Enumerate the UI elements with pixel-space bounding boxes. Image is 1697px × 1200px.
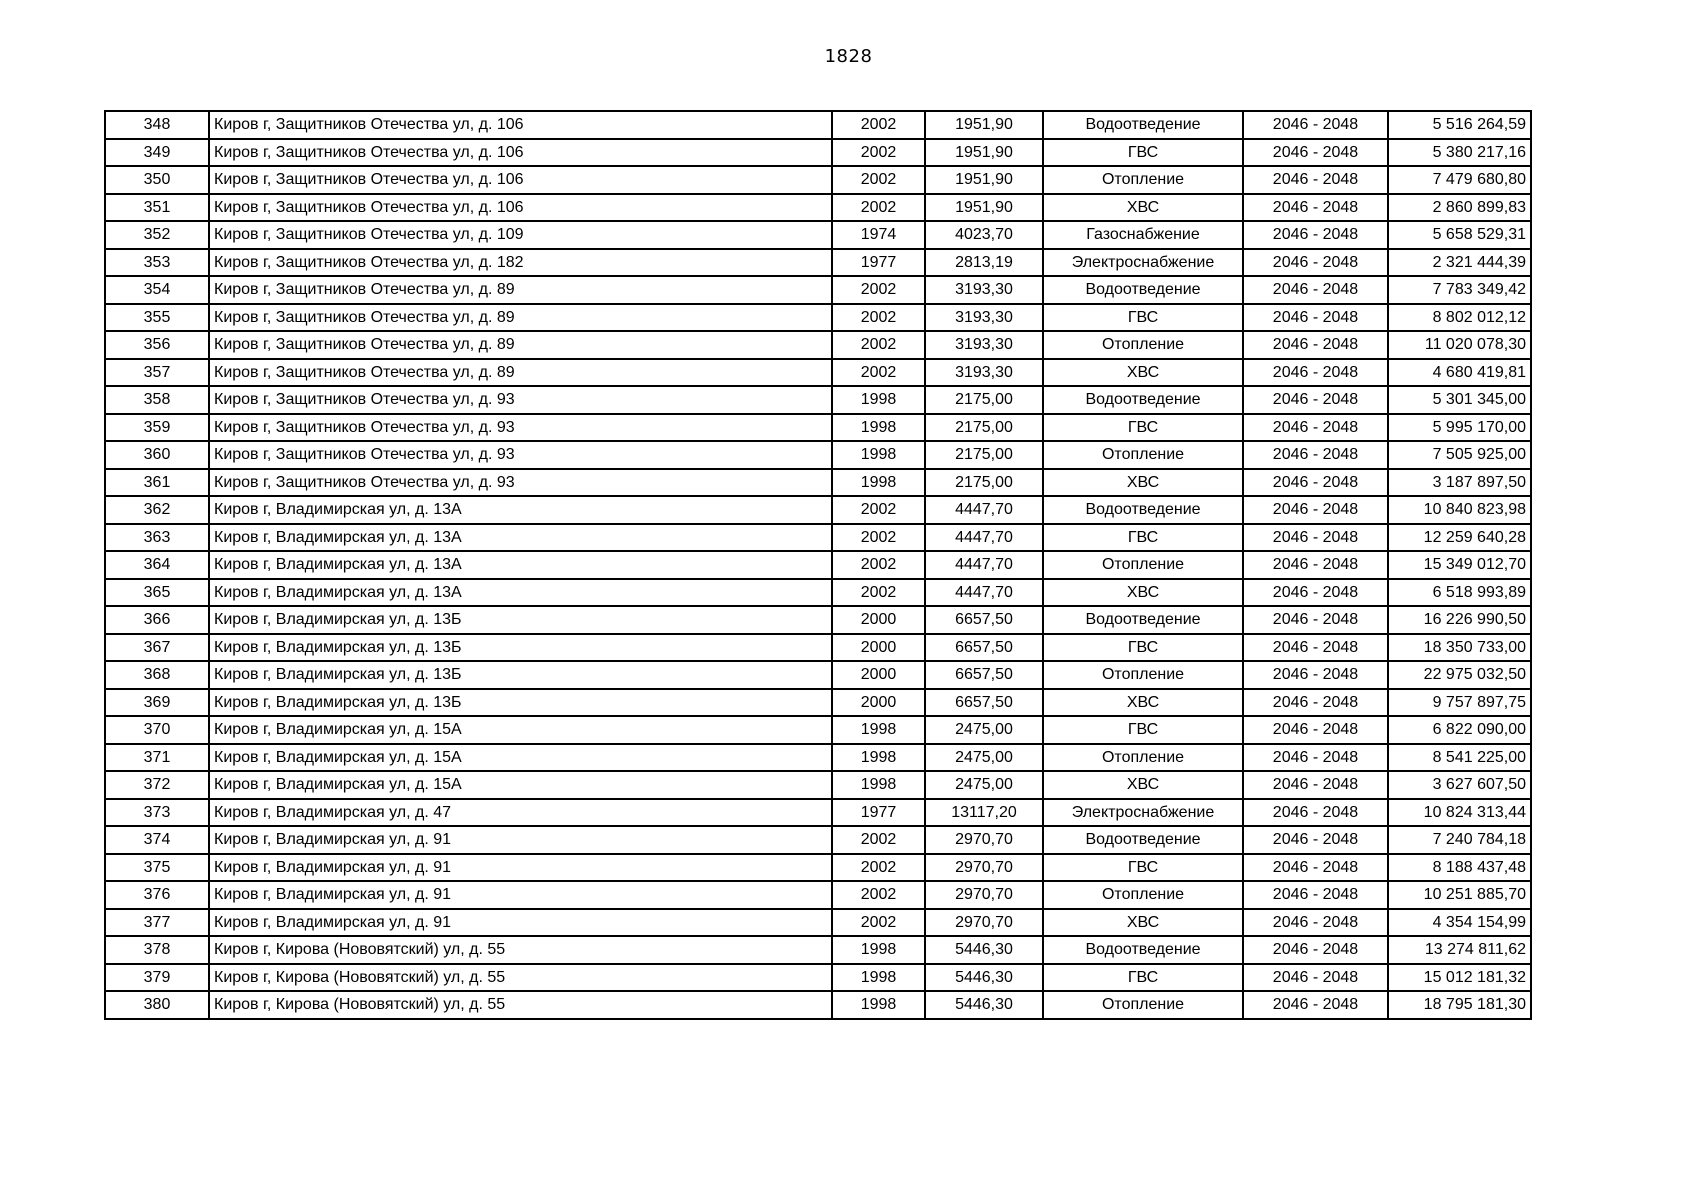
build-year-cell: 2002 [832, 276, 925, 304]
address-cell: Киров г, Защитников Отечества ул, д. 93 [209, 469, 832, 497]
address-cell: Киров г, Владимирская ул, д. 91 [209, 909, 832, 937]
address-cell: Киров г, Владимирская ул, д. 91 [209, 826, 832, 854]
row-number-cell: 355 [105, 304, 209, 332]
row-number-cell: 350 [105, 166, 209, 194]
cost-cell: 4 680 419,81 [1388, 359, 1531, 387]
period-cell: 2046 - 2048 [1243, 524, 1388, 552]
build-year-cell: 1998 [832, 469, 925, 497]
period-cell: 2046 - 2048 [1243, 469, 1388, 497]
build-year-cell: 2002 [832, 496, 925, 524]
area-cell: 4447,70 [925, 524, 1043, 552]
cost-cell: 8 802 012,12 [1388, 304, 1531, 332]
period-cell: 2046 - 2048 [1243, 909, 1388, 937]
cost-cell: 2 860 899,83 [1388, 194, 1531, 222]
cost-cell: 18 795 181,30 [1388, 991, 1531, 1019]
cost-cell: 12 259 640,28 [1388, 524, 1531, 552]
row-number-cell: 375 [105, 854, 209, 882]
build-year-cell: 1998 [832, 414, 925, 442]
row-number-cell: 379 [105, 964, 209, 992]
period-cell: 2046 - 2048 [1243, 716, 1388, 744]
row-number-cell: 378 [105, 936, 209, 964]
cost-cell: 7 505 925,00 [1388, 441, 1531, 469]
table-row [105, 716, 1531, 744]
period-cell: 2046 - 2048 [1243, 331, 1388, 359]
address-cell: Киров г, Защитников Отечества ул, д. 89 [209, 359, 832, 387]
cost-cell: 10 251 885,70 [1388, 881, 1531, 909]
service-type-cell: ГВС [1043, 414, 1243, 442]
address-cell: Киров г, Защитников Отечества ул, д. 106 [209, 139, 832, 167]
period-cell: 2046 - 2048 [1243, 496, 1388, 524]
area-cell: 2970,70 [925, 909, 1043, 937]
row-number-cell: 367 [105, 634, 209, 662]
cost-cell: 7 479 680,80 [1388, 166, 1531, 194]
area-cell: 4447,70 [925, 551, 1043, 579]
row-number-cell: 369 [105, 689, 209, 717]
build-year-cell: 1977 [832, 249, 925, 277]
build-year-cell: 2002 [832, 826, 925, 854]
build-year-cell: 1998 [832, 386, 925, 414]
cost-cell: 4 354 154,99 [1388, 909, 1531, 937]
address-cell: Киров г, Владимирская ул, д. 13А [209, 496, 832, 524]
service-type-cell: Отопление [1043, 166, 1243, 194]
address-cell: Киров г, Владимирская ул, д. 13А [209, 551, 832, 579]
row-number-cell: 372 [105, 771, 209, 799]
table-row [105, 194, 1531, 222]
service-type-cell: ХВС [1043, 579, 1243, 607]
period-cell: 2046 - 2048 [1243, 414, 1388, 442]
table-row [105, 744, 1531, 772]
service-type-cell: Отопление [1043, 551, 1243, 579]
area-cell: 2175,00 [925, 441, 1043, 469]
address-cell: Киров г, Защитников Отечества ул, д. 93 [209, 441, 832, 469]
cost-cell: 5 658 529,31 [1388, 221, 1531, 249]
address-cell: Киров г, Владимирская ул, д. 13Б [209, 606, 832, 634]
row-number-cell: 370 [105, 716, 209, 744]
area-cell: 13117,20 [925, 799, 1043, 827]
build-year-cell: 1974 [832, 221, 925, 249]
area-cell: 4447,70 [925, 579, 1043, 607]
address-cell: Киров г, Владимирская ул, д. 13А [209, 579, 832, 607]
period-cell: 2046 - 2048 [1243, 276, 1388, 304]
cost-cell: 8 188 437,48 [1388, 854, 1531, 882]
period-cell: 2046 - 2048 [1243, 111, 1388, 139]
build-year-cell: 2002 [832, 304, 925, 332]
table-row [105, 909, 1531, 937]
build-year-cell: 1998 [832, 716, 925, 744]
table-row [105, 634, 1531, 662]
address-cell: Киров г, Защитников Отечества ул, д. 106 [209, 166, 832, 194]
area-cell: 1951,90 [925, 194, 1043, 222]
period-cell: 2046 - 2048 [1243, 771, 1388, 799]
table-row [105, 551, 1531, 579]
row-number-cell: 363 [105, 524, 209, 552]
address-cell: Киров г, Защитников Отечества ул, д. 93 [209, 386, 832, 414]
service-type-cell: Отопление [1043, 661, 1243, 689]
build-year-cell: 1977 [832, 799, 925, 827]
page-number: 1828 [824, 46, 873, 67]
build-year-cell: 1998 [832, 771, 925, 799]
cost-cell: 16 226 990,50 [1388, 606, 1531, 634]
address-cell: Киров г, Защитников Отечества ул, д. 89 [209, 276, 832, 304]
table-row [105, 386, 1531, 414]
period-cell: 2046 - 2048 [1243, 441, 1388, 469]
build-year-cell: 1998 [832, 441, 925, 469]
area-cell: 6657,50 [925, 661, 1043, 689]
area-cell: 6657,50 [925, 689, 1043, 717]
cost-cell: 6 518 993,89 [1388, 579, 1531, 607]
period-cell: 2046 - 2048 [1243, 689, 1388, 717]
area-cell: 2175,00 [925, 469, 1043, 497]
address-cell: Киров г, Защитников Отечества ул, д. 106 [209, 194, 832, 222]
service-type-cell: Отопление [1043, 441, 1243, 469]
table-row [105, 771, 1531, 799]
build-year-cell: 2000 [832, 689, 925, 717]
row-number-cell: 364 [105, 551, 209, 579]
address-cell: Киров г, Кирова (Нововятский) ул, д. 55 [209, 991, 832, 1019]
build-year-cell: 1998 [832, 964, 925, 992]
address-cell: Киров г, Кирова (Нововятский) ул, д. 55 [209, 936, 832, 964]
row-number-cell: 365 [105, 579, 209, 607]
period-cell: 2046 - 2048 [1243, 551, 1388, 579]
row-number-cell: 348 [105, 111, 209, 139]
address-cell: Киров г, Владимирская ул, д. 15А [209, 744, 832, 772]
build-year-cell: 2002 [832, 854, 925, 882]
cost-cell: 5 516 264,59 [1388, 111, 1531, 139]
address-cell: Киров г, Защитников Отечества ул, д. 182 [209, 249, 832, 277]
service-type-cell: ГВС [1043, 139, 1243, 167]
area-cell: 2970,70 [925, 826, 1043, 854]
address-cell: Киров г, Владимирская ул, д. 15А [209, 716, 832, 744]
service-type-cell: ГВС [1043, 304, 1243, 332]
table-row [105, 249, 1531, 277]
table-row [105, 936, 1531, 964]
row-number-cell: 362 [105, 496, 209, 524]
period-cell: 2046 - 2048 [1243, 139, 1388, 167]
period-cell: 2046 - 2048 [1243, 936, 1388, 964]
row-number-cell: 360 [105, 441, 209, 469]
build-year-cell: 2002 [832, 524, 925, 552]
area-cell: 3193,30 [925, 331, 1043, 359]
table-row [105, 331, 1531, 359]
area-cell: 1951,90 [925, 166, 1043, 194]
cost-cell: 8 541 225,00 [1388, 744, 1531, 772]
build-year-cell: 2000 [832, 634, 925, 662]
cost-cell: 3 627 607,50 [1388, 771, 1531, 799]
area-cell: 5446,30 [925, 936, 1043, 964]
row-number-cell: 366 [105, 606, 209, 634]
cost-cell: 6 822 090,00 [1388, 716, 1531, 744]
table-row [105, 111, 1531, 139]
cost-cell: 3 187 897,50 [1388, 469, 1531, 497]
table-row [105, 414, 1531, 442]
row-number-cell: 376 [105, 881, 209, 909]
area-cell: 2175,00 [925, 414, 1043, 442]
address-cell: Киров г, Владимирская ул, д. 47 [209, 799, 832, 827]
service-type-cell: Водоотведение [1043, 111, 1243, 139]
table-row [105, 881, 1531, 909]
row-number-cell: 361 [105, 469, 209, 497]
period-cell: 2046 - 2048 [1243, 881, 1388, 909]
table-row [105, 139, 1531, 167]
cost-cell: 5 995 170,00 [1388, 414, 1531, 442]
service-type-cell: ХВС [1043, 359, 1243, 387]
service-type-cell: Газоснабжение [1043, 221, 1243, 249]
service-type-cell: Отопление [1043, 331, 1243, 359]
row-number-cell: 374 [105, 826, 209, 854]
row-number-cell: 359 [105, 414, 209, 442]
period-cell: 2046 - 2048 [1243, 386, 1388, 414]
table-row [105, 606, 1531, 634]
area-cell: 2970,70 [925, 854, 1043, 882]
area-cell: 6657,50 [925, 634, 1043, 662]
build-year-cell: 1998 [832, 744, 925, 772]
build-year-cell: 2002 [832, 194, 925, 222]
build-year-cell: 1998 [832, 991, 925, 1019]
address-cell: Киров г, Владимирская ул, д. 91 [209, 854, 832, 882]
address-cell: Киров г, Владимирская ул, д. 91 [209, 881, 832, 909]
period-cell: 2046 - 2048 [1243, 661, 1388, 689]
row-number-cell: 358 [105, 386, 209, 414]
address-cell: Киров г, Защитников Отечества ул, д. 89 [209, 304, 832, 332]
address-cell: Киров г, Защитников Отечества ул, д. 109 [209, 221, 832, 249]
period-cell: 2046 - 2048 [1243, 991, 1388, 1019]
table-row [105, 221, 1531, 249]
table-row [105, 964, 1531, 992]
row-number-cell: 356 [105, 331, 209, 359]
build-year-cell: 2002 [832, 139, 925, 167]
table-row [105, 359, 1531, 387]
area-cell: 4447,70 [925, 496, 1043, 524]
cost-cell: 10 840 823,98 [1388, 496, 1531, 524]
table-row [105, 441, 1531, 469]
service-type-cell: Водоотведение [1043, 386, 1243, 414]
address-cell: Киров г, Кирова (Нововятский) ул, д. 55 [209, 964, 832, 992]
cost-cell: 15 349 012,70 [1388, 551, 1531, 579]
table-row [105, 276, 1531, 304]
build-year-cell: 2002 [832, 551, 925, 579]
area-cell: 2175,00 [925, 386, 1043, 414]
row-number-cell: 371 [105, 744, 209, 772]
service-type-cell: ГВС [1043, 964, 1243, 992]
period-cell: 2046 - 2048 [1243, 826, 1388, 854]
service-type-cell: ХВС [1043, 469, 1243, 497]
address-cell: Киров г, Владимирская ул, д. 15А [209, 771, 832, 799]
area-cell: 4023,70 [925, 221, 1043, 249]
table-row [105, 524, 1531, 552]
table-row [105, 661, 1531, 689]
registry-table-body [105, 111, 1531, 1019]
cost-cell: 10 824 313,44 [1388, 799, 1531, 827]
table-row [105, 304, 1531, 332]
service-type-cell: Электроснабжение [1043, 799, 1243, 827]
area-cell: 3193,30 [925, 304, 1043, 332]
period-cell: 2046 - 2048 [1243, 964, 1388, 992]
table-row [105, 689, 1531, 717]
service-type-cell: ГВС [1043, 634, 1243, 662]
cost-cell: 11 020 078,30 [1388, 331, 1531, 359]
service-type-cell: Электроснабжение [1043, 249, 1243, 277]
build-year-cell: 2002 [832, 579, 925, 607]
build-year-cell: 1998 [832, 936, 925, 964]
period-cell: 2046 - 2048 [1243, 194, 1388, 222]
row-number-cell: 349 [105, 139, 209, 167]
service-type-cell: Водоотведение [1043, 826, 1243, 854]
table-row [105, 166, 1531, 194]
area-cell: 2475,00 [925, 771, 1043, 799]
row-number-cell: 377 [105, 909, 209, 937]
service-type-cell: ГВС [1043, 524, 1243, 552]
table-row [105, 991, 1531, 1019]
service-type-cell: ГВС [1043, 854, 1243, 882]
cost-cell: 13 274 811,62 [1388, 936, 1531, 964]
area-cell: 2475,00 [925, 744, 1043, 772]
service-type-cell: Водоотведение [1043, 496, 1243, 524]
area-cell: 1951,90 [925, 139, 1043, 167]
service-type-cell: Водоотведение [1043, 936, 1243, 964]
service-type-cell: ХВС [1043, 689, 1243, 717]
service-type-cell: Водоотведение [1043, 276, 1243, 304]
registry-table [104, 110, 1532, 1020]
period-cell: 2046 - 2048 [1243, 166, 1388, 194]
cost-cell: 15 012 181,32 [1388, 964, 1531, 992]
table-row [105, 826, 1531, 854]
cost-cell: 18 350 733,00 [1388, 634, 1531, 662]
row-number-cell: 351 [105, 194, 209, 222]
build-year-cell: 2000 [832, 606, 925, 634]
row-number-cell: 353 [105, 249, 209, 277]
address-cell: Киров г, Защитников Отечества ул, д. 93 [209, 414, 832, 442]
address-cell: Киров г, Владимирская ул, д. 13А [209, 524, 832, 552]
table-row [105, 496, 1531, 524]
service-type-cell: ХВС [1043, 771, 1243, 799]
table-row [105, 799, 1531, 827]
table-row [105, 854, 1531, 882]
service-type-cell: ГВС [1043, 716, 1243, 744]
cost-cell: 9 757 897,75 [1388, 689, 1531, 717]
cost-cell: 2 321 444,39 [1388, 249, 1531, 277]
address-cell: Киров г, Защитников Отечества ул, д. 106 [209, 111, 832, 139]
service-type-cell: Отопление [1043, 881, 1243, 909]
cost-cell: 5 301 345,00 [1388, 386, 1531, 414]
address-cell: Киров г, Владимирская ул, д. 13Б [209, 661, 832, 689]
area-cell: 5446,30 [925, 964, 1043, 992]
period-cell: 2046 - 2048 [1243, 221, 1388, 249]
service-type-cell: ХВС [1043, 909, 1243, 937]
cost-cell: 7 240 784,18 [1388, 826, 1531, 854]
service-type-cell: Отопление [1043, 744, 1243, 772]
build-year-cell: 2002 [832, 331, 925, 359]
period-cell: 2046 - 2048 [1243, 579, 1388, 607]
period-cell: 2046 - 2048 [1243, 744, 1388, 772]
area-cell: 2970,70 [925, 881, 1043, 909]
cost-cell: 22 975 032,50 [1388, 661, 1531, 689]
address-cell: Киров г, Владимирская ул, д. 13Б [209, 689, 832, 717]
service-type-cell: ХВС [1043, 194, 1243, 222]
row-number-cell: 380 [105, 991, 209, 1019]
cost-cell: 7 783 349,42 [1388, 276, 1531, 304]
area-cell: 3193,30 [925, 276, 1043, 304]
row-number-cell: 357 [105, 359, 209, 387]
area-cell: 6657,50 [925, 606, 1043, 634]
build-year-cell: 2002 [832, 359, 925, 387]
address-cell: Киров г, Владимирская ул, д. 13Б [209, 634, 832, 662]
row-number-cell: 368 [105, 661, 209, 689]
table-row [105, 579, 1531, 607]
row-number-cell: 352 [105, 221, 209, 249]
area-cell: 3193,30 [925, 359, 1043, 387]
row-number-cell: 354 [105, 276, 209, 304]
period-cell: 2046 - 2048 [1243, 359, 1388, 387]
build-year-cell: 2002 [832, 881, 925, 909]
row-number-cell: 373 [105, 799, 209, 827]
area-cell: 2475,00 [925, 716, 1043, 744]
area-cell: 2813,19 [925, 249, 1043, 277]
area-cell: 1951,90 [925, 111, 1043, 139]
period-cell: 2046 - 2048 [1243, 634, 1388, 662]
period-cell: 2046 - 2048 [1243, 854, 1388, 882]
period-cell: 2046 - 2048 [1243, 606, 1388, 634]
address-cell: Киров г, Защитников Отечества ул, д. 89 [209, 331, 832, 359]
build-year-cell: 2002 [832, 909, 925, 937]
period-cell: 2046 - 2048 [1243, 304, 1388, 332]
service-type-cell: Отопление [1043, 991, 1243, 1019]
build-year-cell: 2002 [832, 166, 925, 194]
table-row [105, 469, 1531, 497]
build-year-cell: 2002 [832, 111, 925, 139]
cost-cell: 5 380 217,16 [1388, 139, 1531, 167]
period-cell: 2046 - 2048 [1243, 799, 1388, 827]
area-cell: 5446,30 [925, 991, 1043, 1019]
service-type-cell: Водоотведение [1043, 606, 1243, 634]
period-cell: 2046 - 2048 [1243, 249, 1388, 277]
build-year-cell: 2000 [832, 661, 925, 689]
